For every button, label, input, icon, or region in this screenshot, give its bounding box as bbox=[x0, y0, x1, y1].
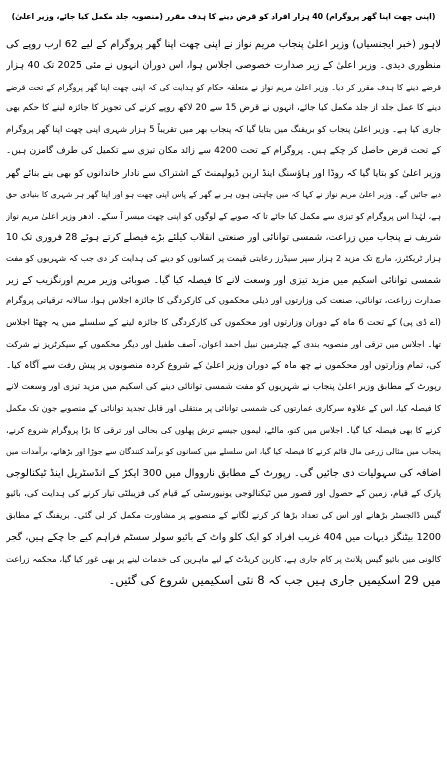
article-line: شریف نے پنجاب میں زراعت، شمسی توانائی اور صنعتی انقلاب کیلئے بڑے فیصلے کرتے ہوئے 28 فروری تک 10 bbox=[6, 231, 441, 243]
article-line: اضافہ کی سہولیات دی جائیں گی۔ رپورٹ کے مطابق نارووال میں 300 ایکڑ کے انڈسٹریل اینڈ ٹیکنالوجی bbox=[6, 467, 441, 479]
article-line: کرنے کا بھی فیصلہ کیا گیا۔ اجلاس میں کنو، مالٹے، لیموں جیسے ترش پھلوں کی بحالی اور ترقی کا بڑا پروگرام شروع کرنے، bbox=[6, 424, 441, 435]
article-line: رپورٹ کے مطابق وزیر اعلیٰ پنجاب نے شہریوں کو مفت شمسی توانائی دینے کی اسکیم میں مزید تیزی اور وسعت لانے bbox=[6, 382, 441, 392]
article-line: دیے جائیں گے۔ وزیر اعلیٰ مریم نواز نے کہا کہ میں چاہتی ہوں ہر بے گھر کے پاس اپنی چھت ہو اور اپنا گھر ہر شہری کا بنیادی حق bbox=[6, 190, 441, 200]
article-line: ہزار ٹریکٹرز، مارچ تک مزید 2 ہزار سپر سیڈرز رعایتی قیمت پر کسانوں کو دینے کی ہدایت کر دی جب کہ شہریوں کو مفت bbox=[6, 253, 441, 264]
article-line: لاہور (خبر ایجنسیاں) وزیر اعلیٰ پنجاب مریم نواز نے اپنی چھت اپنا گھر پروگرام کے لیے 62 ارب روپے کی bbox=[6, 39, 441, 50]
article-line: ہے، لہٰذا اس پروگرام کو تیزی سے مکمل کیا جائے تا کہ صوبے کے لوگوں کو اپنی چھت میسر آ سکے۔ ادھر وزیر اعلیٰ مریم نواز bbox=[6, 210, 441, 221]
article-line: پنجاب میں مثالی زرعی مال قائم کرنے کا فیصلہ کیا گیا، اس سلسلے میں کسانوں کو برآمد کنندگان سے جوڑا اور بڑھانے، برآمدات میں bbox=[6, 447, 441, 457]
article-line: منظوری دیدی۔ وزیر اعلیٰ کے زیر صدارت خصوصی اجلاس ہوا، اس دوران انہوں نے مئی 2025 تک 40 ہزار bbox=[6, 60, 441, 72]
article-body bbox=[6, 34, 441, 591]
article-line: کا فیصلہ کیا، اس کے علاوہ سرکاری عمارتوں کی شمسی توانائی پر منتقلی اور قابل تجدید توانائی کے منصوبے جون تک مکمل bbox=[6, 403, 441, 414]
article-line: قرضے دینے کا ہدف مقرر کر دیا۔ وزیر اعلیٰ مریم نواز نے متعلقہ حکام کو ہدایت کی کہ اپنی چھت اپنا گھر پروگرام کے تحت قرضے bbox=[6, 82, 441, 92]
article-line: شمسی توانائی اسکیم میں مزید تیزی اور وسعت لانے کا فیصلہ کیا گیا۔ صوبائی وزیر مریم اورنگزیب کے زیر bbox=[6, 274, 441, 286]
article-line: صدارت زراعت، توانائی، صنعت کی وزارتوں اور ذیلی محکموں کی کارکردگی کا جائزہ اجلاس ہوا، سالانہ ترقیاتی پروگرام bbox=[6, 296, 441, 307]
article-line: وزیر اعلیٰ کو بتایا گیا کہ روڈا اور ہاؤسنگ اینڈ اربن ڈیولپمنٹ کے اشتراک سے نادار خاندانوں کو بھی بنے بنائے گھر bbox=[6, 167, 441, 179]
article-line: میں 29 اسکیمیں جاری ہیں جب کہ 8 نئی اسکیمیں شروع کی گئیں۔ bbox=[108, 572, 441, 587]
article-line: گیس ڈائجسٹر بڑھانے اور اس کی تعداد بڑھا کر کرنے لگانے کے منصوبے پر مشاورت مکمل کر لی گئی۔ بریفنگ کے مطابق bbox=[6, 510, 441, 521]
article-line: جاری کیا ہے۔ وزیر اعلیٰ پنجاب کو بریفنگ میں بتایا گیا کہ پنجاب بھر میں تقریباً 5 ہزار شہری اپنی چھت اپنا گھر پروگرام bbox=[6, 124, 441, 135]
article-line: کالونی میں بائیو گیس پلانٹ پر کام جاری ہے، کاربن کریڈٹ کے لیے ماہرین کی خدمات لینے پر بھی غور کیا گیا، محکمہ زراعت bbox=[6, 553, 441, 564]
article-line: (اے ڈی پی) کے تحت 6 ماہ کے دوران وزارتوں اور محکموں کی کارکردگی کا جائزہ لینے کے سلسلے میں یہ چھٹا اجلاس bbox=[6, 317, 441, 328]
article-line: تھا۔ اجلاس میں ترقی اور منصوبہ بندی کے چیئرمین نبیل احمد اعوان، آصف طفیل اور دیگر محکموں کے سیکرٹریز نے شرکت bbox=[6, 339, 441, 350]
article-line: کی، تمام وزارتوں اور محکموں نے چھ ماہ کے دوران وزیر اعلیٰ کے شروع کردہ منصوبوں پر پیش رفت سے آگاہ کیا۔ bbox=[6, 360, 441, 371]
article-line: دینے کا عمل جلد از جلد مکمل کیا جائے، انہوں نے قرض 15 سے 20 لاکھ روپے کرنے کی تجویز کا جائزہ لینے کا حکم بھی bbox=[6, 103, 441, 114]
article-line: کے تحت قرض حاصل کر چکے ہیں۔ پروگرام کے تحت 4200 سے زائد مکان تیزی سے تکمیل کی طرف گامزن ہیں۔ bbox=[6, 146, 441, 157]
article-headline: (اپنی چھت اپنا گھر پروگرام) 40 ہزار افراد کو قرض دینے کا ہدف مقرر (منصوبہ جلد مکمل کیا جائے، وزیر اعلیٰ) bbox=[11, 12, 436, 21]
article-line: پارک کے قیام، زمین کے حصول اور قصور میں ٹیکنالوجی یونیورسٹی کے قیام کی فزیبلٹی تیار کرنے کی ہدایت کی، بائیو bbox=[6, 489, 441, 500]
article-line: 1200 بیٹنگز دیہات میں 404 غریب افراد کو ایک کلو واٹ کے بائیو سولر سسٹم فراہم کیے جا چکے ہیں، گجر bbox=[6, 532, 441, 544]
